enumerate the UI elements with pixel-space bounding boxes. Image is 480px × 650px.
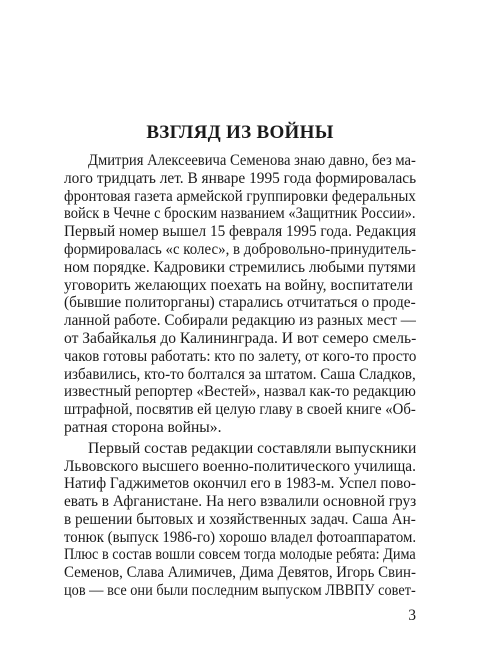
text-line: евать в Афганистане. На него взвалили основной груз bbox=[64, 493, 417, 510]
text-line: Семенов, Слава Алимичев, Дима Девятов, Игорь Свин- bbox=[64, 564, 416, 582]
text-line: формировалась «с колес», в добровольно-принудитель- bbox=[64, 241, 417, 258]
chapter-title: ВЗГЛЯД ИЗ ВОЙНЫ bbox=[146, 122, 334, 143]
text-line: (бывшие политорганы) старались отчитаться о проде- bbox=[64, 294, 416, 312]
text-line: избавились, кто-то болтался за штатом. Саша Сладков, bbox=[64, 365, 416, 383]
text-line: ном порядке. Кадровики стремились любыми путями bbox=[64, 258, 416, 276]
text-line: ратная сторона войны». bbox=[64, 418, 222, 436]
text-line: лого тридцать лет. В январе 1995 года формировалась bbox=[64, 169, 417, 187]
text-line: ланной работе. Собирали редакцию из разных мест — bbox=[64, 312, 416, 330]
text-line: чаков готовы работать: кто по залету, от кого-то просто bbox=[64, 347, 417, 365]
text-line: войск в Чечне с броским названием «Защитник России». bbox=[64, 205, 416, 223]
text-line: известный репортер «Вестей», назвал как-то редакцию bbox=[64, 383, 416, 401]
text-line: от Забайкалья до Калининграда. И вот семеро смель- bbox=[64, 329, 417, 347]
text-line: Первый номер вышел 15 февраля 1995 года. Редакция bbox=[64, 223, 416, 241]
page-number: 3 bbox=[408, 607, 416, 624]
text-line: цов — все они были последним выпуском ЛВВПУ совет- bbox=[64, 582, 416, 599]
text-line: Натиф Гаджиметов окончил его в 1983-м. Успел пово- bbox=[64, 475, 416, 493]
text-line: фронтовая газета армейской группировки федеральных bbox=[64, 187, 416, 205]
text-line: в решении бытовых и хозяйственных задач. Саша Ан- bbox=[64, 510, 416, 528]
text-line: тонюк (выпуск 1986-го) хорошо владел фотоаппаратом. bbox=[64, 528, 417, 546]
text-line: Львовского высшего военно-политического училища. bbox=[64, 457, 416, 475]
text-line: Первый состав редакции составляли выпускники bbox=[88, 439, 417, 457]
text-line: Дмитрия Алексеевича Семенова знаю давно, без ма- bbox=[88, 152, 416, 169]
text-line: Плюс в состав вошли совсем тогда молодые ребята: Дима bbox=[64, 546, 416, 564]
text-line: уговорить желающих поехать на войну, воспитатели bbox=[64, 276, 413, 294]
text-line: штрафной, посвятив ей целую главу в своей книге «Об- bbox=[64, 401, 416, 419]
